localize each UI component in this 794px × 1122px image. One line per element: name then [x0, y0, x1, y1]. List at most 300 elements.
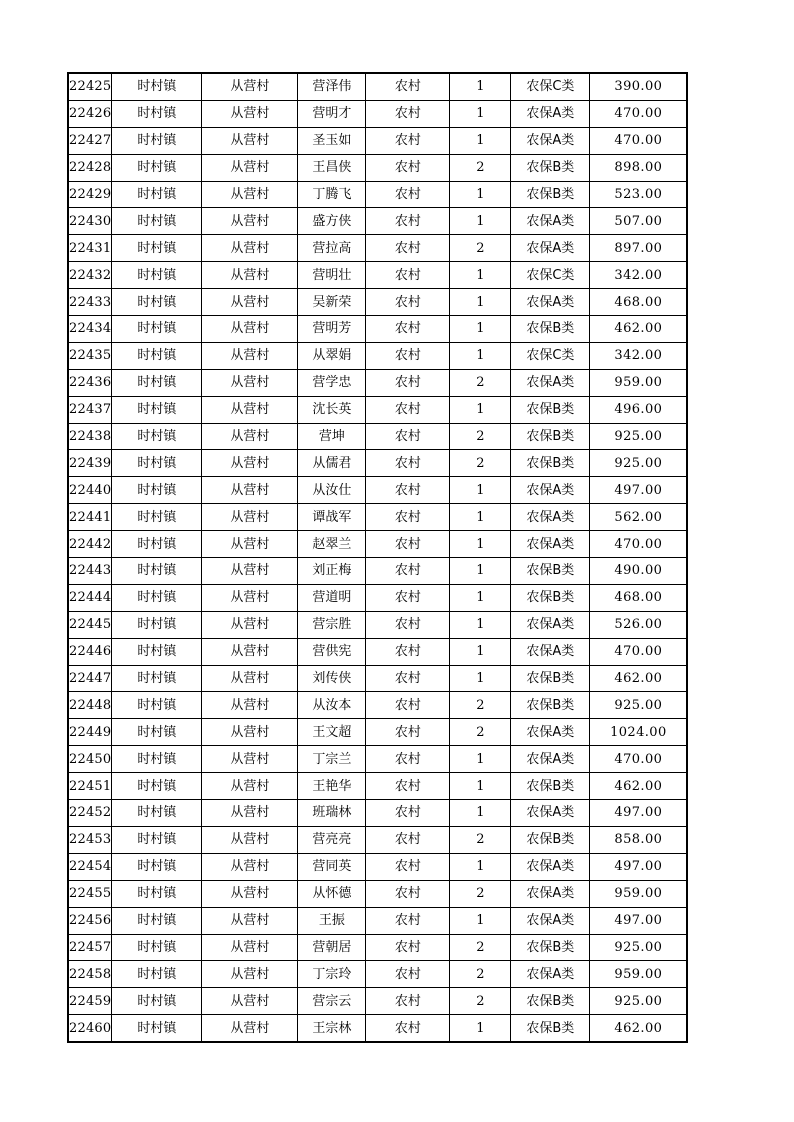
amount-cell: 925.00 — [590, 450, 688, 477]
town-cell: 时村镇 — [112, 800, 202, 827]
amount-cell: 468.00 — [590, 584, 688, 611]
amount-cell: 462.00 — [590, 665, 688, 692]
amount-cell: 526.00 — [590, 611, 688, 638]
household-type-cell: 农村 — [366, 450, 450, 477]
person-count-cell: 1 — [450, 800, 511, 827]
person-name-cell: 王宗林 — [298, 1015, 366, 1042]
town-cell: 时村镇 — [112, 208, 202, 235]
person-name-cell: 丁宗玲 — [298, 961, 366, 988]
person-count-cell: 2 — [450, 154, 511, 181]
record-id-cell: 22434 — [68, 316, 112, 343]
amount-cell: 562.00 — [590, 504, 688, 531]
table-row — [68, 208, 687, 235]
insurance-category-cell: 农保B类 — [511, 826, 590, 853]
person-name-cell: 营学忠 — [298, 369, 366, 396]
record-id-cell: 22441 — [68, 504, 112, 531]
person-name-cell: 营明芳 — [298, 316, 366, 343]
town-cell: 时村镇 — [112, 1015, 202, 1042]
person-count-cell: 2 — [450, 880, 511, 907]
household-type-cell: 农村 — [366, 289, 450, 316]
person-count-cell: 1 — [450, 477, 511, 504]
insurance-category-cell: 农保A类 — [511, 611, 590, 638]
insurance-category-cell: 农保B类 — [511, 665, 590, 692]
household-type-cell: 农村 — [366, 154, 450, 181]
table-row — [68, 423, 687, 450]
person-count-cell: 1 — [450, 665, 511, 692]
household-type-cell: 农村 — [366, 181, 450, 208]
person-name-cell: 营拉高 — [298, 235, 366, 262]
village-cell: 从营村 — [202, 1015, 298, 1042]
amount-cell: 497.00 — [590, 477, 688, 504]
town-cell: 时村镇 — [112, 154, 202, 181]
household-type-cell: 农村 — [366, 746, 450, 773]
table-row — [68, 638, 687, 665]
person-count-cell: 2 — [450, 988, 511, 1015]
record-id-cell: 22453 — [68, 826, 112, 853]
village-cell: 从营村 — [202, 531, 298, 558]
person-count-cell: 1 — [450, 638, 511, 665]
amount-cell: 496.00 — [590, 396, 688, 423]
person-name-cell: 营坤 — [298, 423, 366, 450]
amount-cell: 470.00 — [590, 100, 688, 127]
insurance-category-cell: 农保B类 — [511, 450, 590, 477]
table-row — [68, 1015, 687, 1042]
amount-cell: 497.00 — [590, 853, 688, 880]
town-cell: 时村镇 — [112, 773, 202, 800]
town-cell: 时村镇 — [112, 746, 202, 773]
village-cell: 从营村 — [202, 988, 298, 1015]
amount-cell: 523.00 — [590, 181, 688, 208]
household-type-cell: 农村 — [366, 504, 450, 531]
insurance-category-cell: 农保A类 — [511, 961, 590, 988]
insurance-category-cell: 农保B类 — [511, 773, 590, 800]
amount-cell: 470.00 — [590, 638, 688, 665]
village-cell: 从营村 — [202, 423, 298, 450]
household-type-cell: 农村 — [366, 611, 450, 638]
table-row — [68, 235, 687, 262]
person-count-cell: 1 — [450, 1015, 511, 1042]
table-row — [68, 665, 687, 692]
insurance-category-cell: 农保B类 — [511, 692, 590, 719]
person-name-cell: 班瑞林 — [298, 800, 366, 827]
insurance-category-cell: 农保A类 — [511, 800, 590, 827]
table-row — [68, 450, 687, 477]
town-cell: 时村镇 — [112, 504, 202, 531]
household-type-cell: 农村 — [366, 342, 450, 369]
amount-cell: 342.00 — [590, 342, 688, 369]
person-name-cell: 营明壮 — [298, 262, 366, 289]
table-row — [68, 504, 687, 531]
person-name-cell: 王振 — [298, 907, 366, 934]
person-count-cell: 1 — [450, 907, 511, 934]
person-name-cell: 丁宗兰 — [298, 746, 366, 773]
town-cell: 时村镇 — [112, 638, 202, 665]
person-name-cell: 王文超 — [298, 719, 366, 746]
table-row — [68, 342, 687, 369]
table-row — [68, 181, 687, 208]
household-type-cell: 农村 — [366, 988, 450, 1015]
town-cell: 时村镇 — [112, 127, 202, 154]
town-cell: 时村镇 — [112, 262, 202, 289]
roster-table — [67, 72, 688, 1043]
amount-cell: 898.00 — [590, 154, 688, 181]
insurance-category-cell: 农保A类 — [511, 208, 590, 235]
village-cell: 从营村 — [202, 504, 298, 531]
person-name-cell: 营明才 — [298, 100, 366, 127]
record-id-cell: 22457 — [68, 934, 112, 961]
person-name-cell: 吴新荣 — [298, 289, 366, 316]
insurance-category-cell: 农保A类 — [511, 127, 590, 154]
insurance-category-cell: 农保A类 — [511, 880, 590, 907]
table-row — [68, 558, 687, 585]
household-type-cell: 农村 — [366, 316, 450, 343]
person-name-cell: 赵翠兰 — [298, 531, 366, 558]
village-cell: 从营村 — [202, 773, 298, 800]
amount-cell: 925.00 — [590, 423, 688, 450]
table-row — [68, 961, 687, 988]
record-id-cell: 22450 — [68, 746, 112, 773]
person-count-cell: 2 — [450, 826, 511, 853]
town-cell: 时村镇 — [112, 826, 202, 853]
insurance-category-cell: 农保C类 — [511, 342, 590, 369]
amount-cell: 462.00 — [590, 773, 688, 800]
insurance-category-cell: 农保A类 — [511, 235, 590, 262]
village-cell: 从营村 — [202, 558, 298, 585]
insurance-category-cell: 农保B类 — [511, 1015, 590, 1042]
household-type-cell: 农村 — [366, 800, 450, 827]
amount-cell: 497.00 — [590, 907, 688, 934]
record-id-cell: 22435 — [68, 342, 112, 369]
village-cell: 从营村 — [202, 289, 298, 316]
insurance-category-cell: 农保A类 — [511, 100, 590, 127]
household-type-cell: 农村 — [366, 423, 450, 450]
village-cell: 从营村 — [202, 880, 298, 907]
table-row — [68, 611, 687, 638]
person-name-cell: 王艳华 — [298, 773, 366, 800]
insurance-category-cell: 农保A类 — [511, 746, 590, 773]
insurance-category-cell: 农保A类 — [511, 719, 590, 746]
person-count-cell: 2 — [450, 961, 511, 988]
household-type-cell: 农村 — [366, 961, 450, 988]
person-count-cell: 1 — [450, 262, 511, 289]
town-cell: 时村镇 — [112, 423, 202, 450]
person-count-cell: 1 — [450, 73, 511, 100]
amount-cell: 858.00 — [590, 826, 688, 853]
table-row — [68, 988, 687, 1015]
town-cell: 时村镇 — [112, 477, 202, 504]
village-cell: 从营村 — [202, 450, 298, 477]
record-id-cell: 22452 — [68, 800, 112, 827]
table-row — [68, 719, 687, 746]
record-id-cell: 22459 — [68, 988, 112, 1015]
person-count-cell: 1 — [450, 558, 511, 585]
person-name-cell: 盛方侠 — [298, 208, 366, 235]
person-count-cell: 1 — [450, 746, 511, 773]
insurance-category-cell: 农保B类 — [511, 988, 590, 1015]
table-row — [68, 800, 687, 827]
table-row — [68, 262, 687, 289]
insurance-category-cell: 农保B类 — [511, 423, 590, 450]
village-cell: 从营村 — [202, 907, 298, 934]
table-row — [68, 692, 687, 719]
person-name-cell: 王昌侠 — [298, 154, 366, 181]
household-type-cell: 农村 — [366, 584, 450, 611]
town-cell: 时村镇 — [112, 289, 202, 316]
record-id-cell: 22458 — [68, 961, 112, 988]
record-id-cell: 22447 — [68, 665, 112, 692]
amount-cell: 959.00 — [590, 880, 688, 907]
table-row — [68, 746, 687, 773]
household-type-cell: 农村 — [366, 208, 450, 235]
table-row — [68, 773, 687, 800]
insurance-category-cell: 农保A类 — [511, 504, 590, 531]
village-cell: 从营村 — [202, 235, 298, 262]
amount-cell: 470.00 — [590, 531, 688, 558]
person-count-cell: 1 — [450, 611, 511, 638]
person-count-cell: 2 — [450, 450, 511, 477]
amount-cell: 390.00 — [590, 73, 688, 100]
record-id-cell: 22455 — [68, 880, 112, 907]
amount-cell: 925.00 — [590, 934, 688, 961]
table-row — [68, 584, 687, 611]
table-row — [68, 477, 687, 504]
village-cell: 从营村 — [202, 800, 298, 827]
town-cell: 时村镇 — [112, 369, 202, 396]
village-cell: 从营村 — [202, 853, 298, 880]
insurance-category-cell: 农保A类 — [511, 289, 590, 316]
person-name-cell: 营同英 — [298, 853, 366, 880]
person-count-cell: 1 — [450, 584, 511, 611]
record-id-cell: 22433 — [68, 289, 112, 316]
household-type-cell: 农村 — [366, 853, 450, 880]
village-cell: 从营村 — [202, 961, 298, 988]
household-type-cell: 农村 — [366, 369, 450, 396]
person-name-cell: 圣玉如 — [298, 127, 366, 154]
village-cell: 从营村 — [202, 584, 298, 611]
insurance-category-cell: 农保A类 — [511, 853, 590, 880]
person-count-cell: 1 — [450, 396, 511, 423]
person-name-cell: 从汝本 — [298, 692, 366, 719]
town-cell: 时村镇 — [112, 531, 202, 558]
village-cell: 从营村 — [202, 73, 298, 100]
village-cell: 从营村 — [202, 396, 298, 423]
village-cell: 从营村 — [202, 692, 298, 719]
person-count-cell: 1 — [450, 316, 511, 343]
person-name-cell: 营亮亮 — [298, 826, 366, 853]
household-type-cell: 农村 — [366, 907, 450, 934]
record-id-cell: 22431 — [68, 235, 112, 262]
person-name-cell: 沈长英 — [298, 396, 366, 423]
record-id-cell: 22454 — [68, 853, 112, 880]
town-cell: 时村镇 — [112, 235, 202, 262]
table-row — [68, 853, 687, 880]
person-count-cell: 2 — [450, 369, 511, 396]
village-cell: 从营村 — [202, 638, 298, 665]
insurance-category-cell: 农保B类 — [511, 558, 590, 585]
record-id-cell: 22442 — [68, 531, 112, 558]
person-count-cell: 2 — [450, 235, 511, 262]
amount-cell: 470.00 — [590, 746, 688, 773]
insurance-category-cell: 农保B类 — [511, 154, 590, 181]
town-cell: 时村镇 — [112, 396, 202, 423]
record-id-cell: 22449 — [68, 719, 112, 746]
household-type-cell: 农村 — [366, 880, 450, 907]
person-name-cell: 营宗胜 — [298, 611, 366, 638]
table-row — [68, 316, 687, 343]
record-id-cell: 22428 — [68, 154, 112, 181]
insurance-category-cell: 农保B类 — [511, 181, 590, 208]
town-cell: 时村镇 — [112, 934, 202, 961]
village-cell: 从营村 — [202, 665, 298, 692]
table-row — [68, 100, 687, 127]
person-name-cell: 营宗云 — [298, 988, 366, 1015]
record-id-cell: 22446 — [68, 638, 112, 665]
person-count-cell: 1 — [450, 208, 511, 235]
town-cell: 时村镇 — [112, 342, 202, 369]
record-id-cell: 22436 — [68, 369, 112, 396]
person-count-cell: 1 — [450, 181, 511, 208]
person-count-cell: 1 — [450, 289, 511, 316]
village-cell: 从营村 — [202, 262, 298, 289]
household-type-cell: 农村 — [366, 127, 450, 154]
insurance-category-cell: 农保C类 — [511, 262, 590, 289]
village-cell: 从营村 — [202, 369, 298, 396]
table-row — [68, 826, 687, 853]
person-name-cell: 营朝居 — [298, 934, 366, 961]
person-count-cell: 1 — [450, 127, 511, 154]
household-type-cell: 农村 — [366, 719, 450, 746]
person-count-cell: 2 — [450, 692, 511, 719]
record-id-cell: 22451 — [68, 773, 112, 800]
record-id-cell: 22444 — [68, 584, 112, 611]
amount-cell: 925.00 — [590, 988, 688, 1015]
record-id-cell: 22437 — [68, 396, 112, 423]
village-cell: 从营村 — [202, 934, 298, 961]
person-count-cell: 1 — [450, 342, 511, 369]
town-cell: 时村镇 — [112, 719, 202, 746]
person-count-cell: 1 — [450, 531, 511, 558]
village-cell: 从营村 — [202, 154, 298, 181]
amount-cell: 468.00 — [590, 289, 688, 316]
household-type-cell: 农村 — [366, 531, 450, 558]
table-row — [68, 396, 687, 423]
person-name-cell: 营供宪 — [298, 638, 366, 665]
town-cell: 时村镇 — [112, 316, 202, 343]
person-count-cell: 1 — [450, 100, 511, 127]
insurance-category-cell: 农保A类 — [511, 477, 590, 504]
town-cell: 时村镇 — [112, 880, 202, 907]
amount-cell: 342.00 — [590, 262, 688, 289]
village-cell: 从营村 — [202, 181, 298, 208]
household-type-cell: 农村 — [366, 477, 450, 504]
record-id-cell: 22440 — [68, 477, 112, 504]
amount-cell: 462.00 — [590, 316, 688, 343]
person-count-cell: 1 — [450, 504, 511, 531]
town-cell: 时村镇 — [112, 181, 202, 208]
table-row — [68, 880, 687, 907]
record-id-cell: 22429 — [68, 181, 112, 208]
village-cell: 从营村 — [202, 342, 298, 369]
town-cell: 时村镇 — [112, 558, 202, 585]
household-type-cell: 农村 — [366, 1015, 450, 1042]
town-cell: 时村镇 — [112, 988, 202, 1015]
town-cell: 时村镇 — [112, 907, 202, 934]
amount-cell: 1024.00 — [590, 719, 688, 746]
amount-cell: 959.00 — [590, 961, 688, 988]
household-type-cell: 农村 — [366, 665, 450, 692]
insurance-category-cell: 农保A类 — [511, 369, 590, 396]
insurance-category-cell: 农保A类 — [511, 638, 590, 665]
insurance-category-cell: 农保C类 — [511, 73, 590, 100]
village-cell: 从营村 — [202, 316, 298, 343]
town-cell: 时村镇 — [112, 853, 202, 880]
person-name-cell: 刘传侠 — [298, 665, 366, 692]
town-cell: 时村镇 — [112, 73, 202, 100]
person-name-cell: 丁腾飞 — [298, 181, 366, 208]
insurance-category-cell: 农保B类 — [511, 934, 590, 961]
roster-table-body — [68, 73, 687, 1042]
village-cell: 从营村 — [202, 127, 298, 154]
household-type-cell: 农村 — [366, 826, 450, 853]
person-count-cell: 2 — [450, 934, 511, 961]
record-id-cell: 22426 — [68, 100, 112, 127]
person-name-cell: 从儒君 — [298, 450, 366, 477]
village-cell: 从营村 — [202, 746, 298, 773]
person-name-cell: 营道明 — [298, 584, 366, 611]
table-row — [68, 154, 687, 181]
household-type-cell: 农村 — [366, 396, 450, 423]
amount-cell: 470.00 — [590, 127, 688, 154]
village-cell: 从营村 — [202, 208, 298, 235]
household-type-cell: 农村 — [366, 934, 450, 961]
amount-cell: 497.00 — [590, 800, 688, 827]
record-id-cell: 22443 — [68, 558, 112, 585]
table-row — [68, 907, 687, 934]
town-cell: 时村镇 — [112, 584, 202, 611]
record-id-cell: 22425 — [68, 73, 112, 100]
insurance-category-cell: 农保A类 — [511, 531, 590, 558]
record-id-cell: 22445 — [68, 611, 112, 638]
table-row — [68, 289, 687, 316]
table-row — [68, 531, 687, 558]
household-type-cell: 农村 — [366, 773, 450, 800]
person-name-cell: 营泽伟 — [298, 73, 366, 100]
table-row — [68, 369, 687, 396]
household-type-cell: 农村 — [366, 638, 450, 665]
town-cell: 时村镇 — [112, 100, 202, 127]
table-row — [68, 934, 687, 961]
town-cell: 时村镇 — [112, 961, 202, 988]
household-type-cell: 农村 — [366, 558, 450, 585]
amount-cell: 490.00 — [590, 558, 688, 585]
amount-cell: 507.00 — [590, 208, 688, 235]
household-type-cell: 农村 — [366, 100, 450, 127]
town-cell: 时村镇 — [112, 665, 202, 692]
town-cell: 时村镇 — [112, 450, 202, 477]
record-id-cell: 22448 — [68, 692, 112, 719]
household-type-cell: 农村 — [366, 692, 450, 719]
insurance-category-cell: 农保B类 — [511, 396, 590, 423]
household-type-cell: 农村 — [366, 262, 450, 289]
person-count-cell: 1 — [450, 773, 511, 800]
town-cell: 时村镇 — [112, 692, 202, 719]
insurance-category-cell: 农保B类 — [511, 584, 590, 611]
village-cell: 从营村 — [202, 826, 298, 853]
record-id-cell: 22432 — [68, 262, 112, 289]
village-cell: 从营村 — [202, 477, 298, 504]
village-cell: 从营村 — [202, 100, 298, 127]
person-name-cell: 从怀德 — [298, 880, 366, 907]
